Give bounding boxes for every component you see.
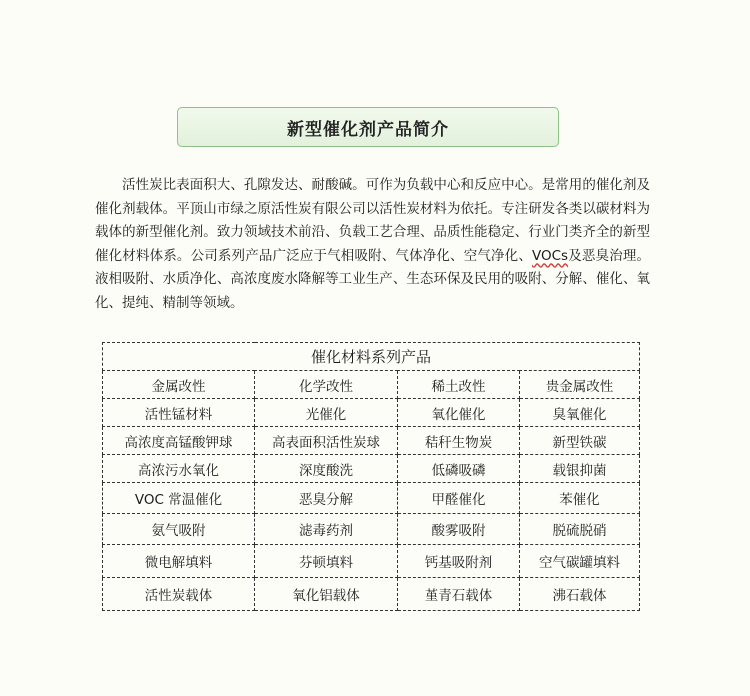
table-cell: 臭氧催化 [520, 399, 640, 427]
table-cell: 稀土改性 [398, 371, 520, 399]
table-cell: 恶臭分解 [255, 483, 398, 514]
table-cell: 堇青石载体 [398, 578, 520, 611]
table-cell: 滤毒药剂 [255, 514, 398, 545]
table-row [103, 455, 640, 483]
table-row [103, 427, 640, 455]
table-cell: 芬顿填料 [255, 545, 398, 578]
page-title: 新型催化剂产品简介 [177, 107, 559, 147]
intro-voc-term: VOCs [531, 247, 569, 264]
table-cell: 高浓度高锰酸钾球 [103, 427, 255, 455]
table-cell: 沸石载体 [520, 578, 640, 611]
table-cell: 光催化 [255, 399, 398, 427]
table-cell: 高浓污水氧化 [103, 455, 255, 483]
product-table [102, 342, 640, 611]
intro-paragraph [95, 174, 650, 315]
table-cell: 氧化铝载体 [255, 578, 398, 611]
table-cell: 甲醛催化 [398, 483, 520, 514]
table-cell: 活性炭载体 [103, 578, 255, 611]
table-caption: 催化材料系列产品 [103, 343, 640, 371]
table-cell: 新型铁碳 [520, 427, 640, 455]
table-row [103, 399, 640, 427]
table-row [103, 545, 640, 578]
table-cell: 秸秆生物炭 [398, 427, 520, 455]
table-cell: VOC 常温催化 [103, 483, 255, 514]
table-row [103, 514, 640, 545]
table-cell: 氨气吸附 [103, 514, 255, 545]
table-cell: 微电解填料 [103, 545, 255, 578]
table-cell: 脱硫脱硝 [520, 514, 640, 545]
table-cell: 高表面积活性炭球 [255, 427, 398, 455]
table-cell: 空气碳罐填料 [520, 545, 640, 578]
table-cell: 氧化催化 [398, 399, 520, 427]
table-cell: 载银抑菌 [520, 455, 640, 483]
table-row [103, 483, 640, 514]
table-cell: 钙基吸附剂 [398, 545, 520, 578]
intro-text-part1: 活性炭比表面积大、孔隙发达、耐酸碱。可作为负载中心和反应中心。是常用的催化剂及催化剂载体。平顶山市绿之原活性炭有限公司以活性炭材料为依托。专注研发各类以碳材料为载体的新型催化剂。致力领域技术前沿、负载工艺合理、品质性能稳定、行业门类齐全的新型催化材料体系。公司系列产品广泛应于气相吸附、气体净化、空气净化、 [95, 177, 650, 264]
table-cell: 低磷吸磷 [398, 455, 520, 483]
intro-text-part2: 及恶臭治理。液相吸附、水质净化、高浓度废水降解等工业生产、生态环保及民用的吸附、分解、催化、氧化、提纯、精制等领域。 [95, 247, 651, 311]
table-cell: 贵金属改性 [520, 371, 640, 399]
table-cell: 深度酸洗 [255, 455, 398, 483]
table-cell: 化学改性 [255, 371, 398, 399]
table-cell: 酸雾吸附 [398, 514, 520, 545]
table-cell: 苯催化 [520, 483, 640, 514]
table-row [103, 578, 640, 611]
table-cell: 活性锰材料 [103, 399, 255, 427]
table-row [103, 371, 640, 399]
table-cell: 金属改性 [103, 371, 255, 399]
